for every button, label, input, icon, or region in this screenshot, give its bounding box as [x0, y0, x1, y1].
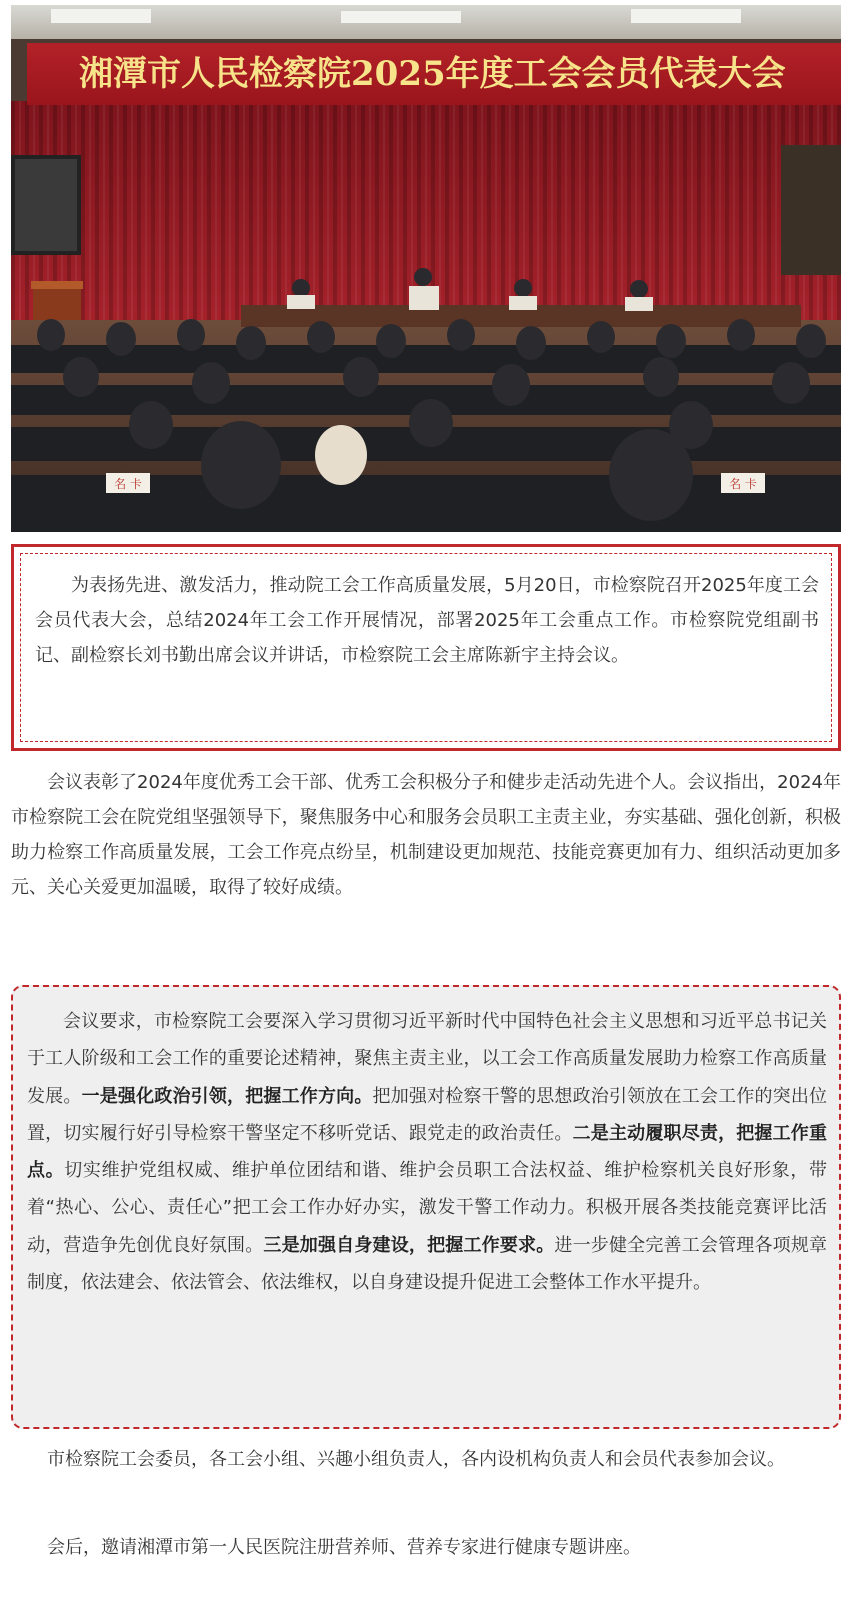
requirements-box: [11, 985, 841, 1429]
intro-paragraph: 为表扬先进、激发活力，推动院工会工作高质量发展，5月20日，市检察院召开2025年度工会会员代表大会，总结2024年工会工作开展情况，部署2025年工会重点工作。市检察院党组副书记、副检察长刘书勤出席会议并讲话，市检察院工会主席陈新宇主持会议。: [35, 575, 819, 666]
commendation-paragraph: 会议表彰了2024年度优秀工会干部、优秀工会积极分子和健步走活动先进个人。会议指出，2024年市检察院工会在院党组坚强领导下，聚焦服务中心和服务会员职工主责主业，夯实基础、强化创新，积极助力检察工作高质量发展，工会工作亮点纷呈，机制建设更加规范、技能竞赛更加有力、组织活动更加多元、关心关爱更加温暖，取得了较好成绩。: [11, 772, 841, 898]
point-two-heading: 二是主动履职尽责，把握工作重点。: [27, 1122, 827, 1182]
point-three-heading: 三是加强自身建设，把握工作要求。: [263, 1234, 555, 1256]
intro-box-inner: [20, 553, 832, 742]
point-one-text: 把加强对检察干警的思想政治引领放在工会工作的突出位置，切实履行好引导检察干警坚定不移听党话、跟党走的政治责任。: [27, 1085, 828, 1144]
point-three-text: 进一步健全完善工会管理各项规章制度，依法建会、依法管会、依法维权，以自身建设提升促进工会整体工作水平提升。: [27, 1234, 828, 1294]
place-card-right: 名 卡: [729, 477, 757, 491]
meeting-banner: 湘潭市人民检察院2025年度工会会员代表大会: [27, 43, 841, 105]
point-one-heading: 一是强化政治引领，把握工作方向。: [81, 1085, 373, 1107]
place-card-left: 名 卡: [114, 477, 142, 491]
meeting-photo: [11, 5, 841, 532]
attendees-paragraph: 市检察院工会委员，各工会小组、兴趣小组负责人，各内设机构负责人和会员代表参加会议。: [47, 1449, 785, 1470]
intro-box: [11, 544, 841, 751]
point-two-text: 切实维护党组权威、维护单位团结和谐、维护会员职工合法权益、维护检察机关良好形象，带着“热心、公心、责任心”把工会工作办好办实，激发干警工作动力。积极开展各类技能竞赛评比活动，营造争先创优良好氛围。: [27, 1160, 828, 1256]
requirements-paragraph: [27, 1003, 827, 1301]
requirements-intro: 会议要求，市检察院工会要深入学习贯彻习近平新时代中国特色社会主义思想和习近平总书记关于工人阶级和工会工作的重要论述精神，聚焦主责主业，以工会工作高质量发展助力检察工作高质量发展。: [27, 1011, 827, 1107]
lecture-paragraph: 会后，邀请湘潭市第一人民医院注册营养师、营养专家进行健康专题讲座。: [47, 1537, 641, 1558]
